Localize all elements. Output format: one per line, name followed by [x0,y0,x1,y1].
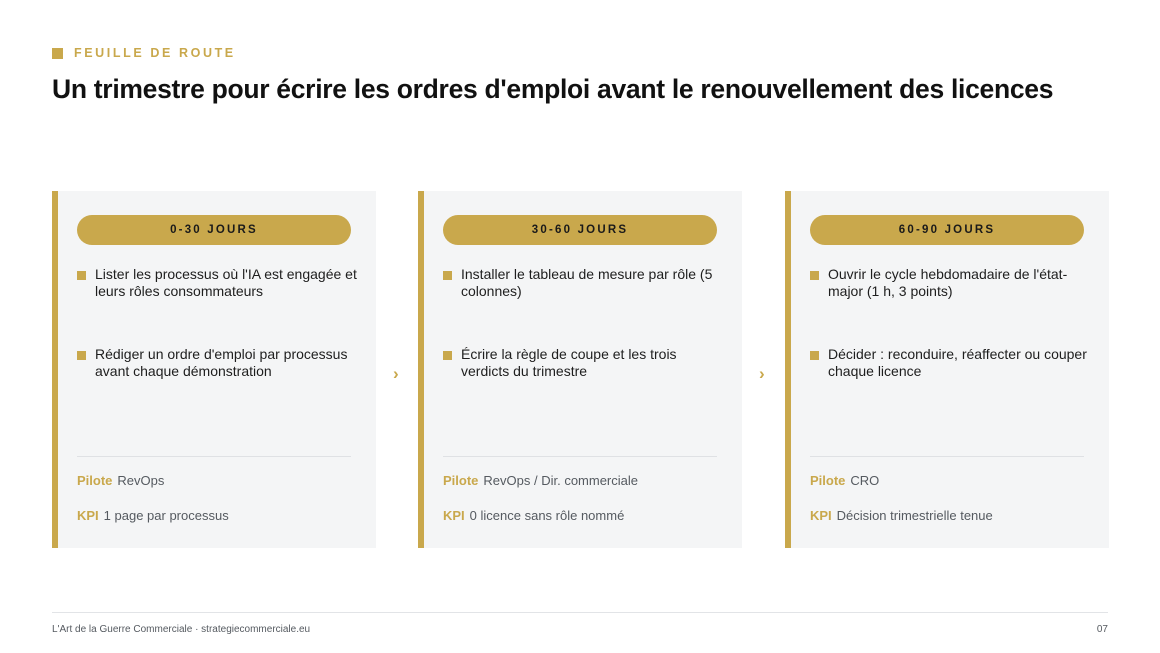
bullet-square-icon [77,351,86,360]
bullet-text: Ouvrir le cycle hebdomadaire de l'état-major (1 h, 3 points) [828,266,1068,299]
section-eyebrow [52,46,236,60]
bullet-square-icon [77,271,86,280]
kpi-label: KPI [443,508,465,523]
kpi-value: 0 licence sans rôle nommé [469,508,625,523]
pilote-value: RevOps [117,473,165,488]
bullet-text: Rédiger un ordre d'emploi par processus avant chaque démonstration [95,346,348,379]
phase-card-0-30 [52,191,376,548]
card-divider [77,456,351,457]
bullet-text: Installer le tableau de mesure par rôle (5 colonnes) [461,266,713,299]
pilote-value: CRO [850,473,880,488]
bullet-item [443,346,723,380]
bullet-square-icon [810,351,819,360]
phase-pill: 0-30 JOURS [77,215,351,245]
bullet-item [810,346,1090,380]
footer-credit: L'Art de la Guerre Commerciale · strategiecommerciale.eu [52,624,311,635]
kpi-value: Décision trimestrielle tenue [836,508,993,523]
pilote-label: Pilote [810,473,846,488]
bullet-text: Décider : reconduire, réaffecter ou couper chaque licence [828,346,1087,379]
chevron-right-icon: › [393,364,399,383]
slide-title: Un trimestre pour écrire les ordres d'emploi avant le renouvellement des licences [52,74,1054,104]
bullet-square-icon [810,271,819,280]
kpi-value: 1 page par processus [103,508,229,523]
bullet-item [77,266,357,300]
bullet-text: Lister les processus où l'IA est engagée et leurs rôles consommateurs [95,266,357,299]
pilote-value: RevOps / Dir. commerciale [483,473,638,488]
kpi-row [810,508,993,523]
kpi-row [443,508,624,523]
eyebrow-label: FEUILLE DE ROUTE [74,46,236,60]
kpi-row [77,508,229,523]
pilote-row [810,473,879,488]
phase-card-30-60 [418,191,742,548]
bullet-item [77,346,357,380]
footer-divider [52,612,1108,613]
card-divider [443,456,717,457]
kpi-label: KPI [77,508,99,523]
pilote-label: Pilote [443,473,479,488]
eyebrow-square-icon [52,48,63,59]
page-number: 07 [1096,624,1108,635]
bullet-item [443,266,723,300]
chevron-right-icon: › [759,364,765,383]
phase-pill: 60-90 JOURS [810,215,1084,245]
pilote-row [443,473,638,488]
bullet-square-icon [443,271,452,280]
bullet-item [810,266,1090,300]
phase-card-60-90 [785,191,1109,548]
phase-pill: 30-60 JOURS [443,215,717,245]
bullet-text: Écrire la règle de coupe et les trois verdicts du trimestre [461,346,677,379]
card-divider [810,456,1084,457]
bullet-square-icon [443,351,452,360]
pilote-label: Pilote [77,473,113,488]
pilote-row [77,473,164,488]
kpi-label: KPI [810,508,832,523]
